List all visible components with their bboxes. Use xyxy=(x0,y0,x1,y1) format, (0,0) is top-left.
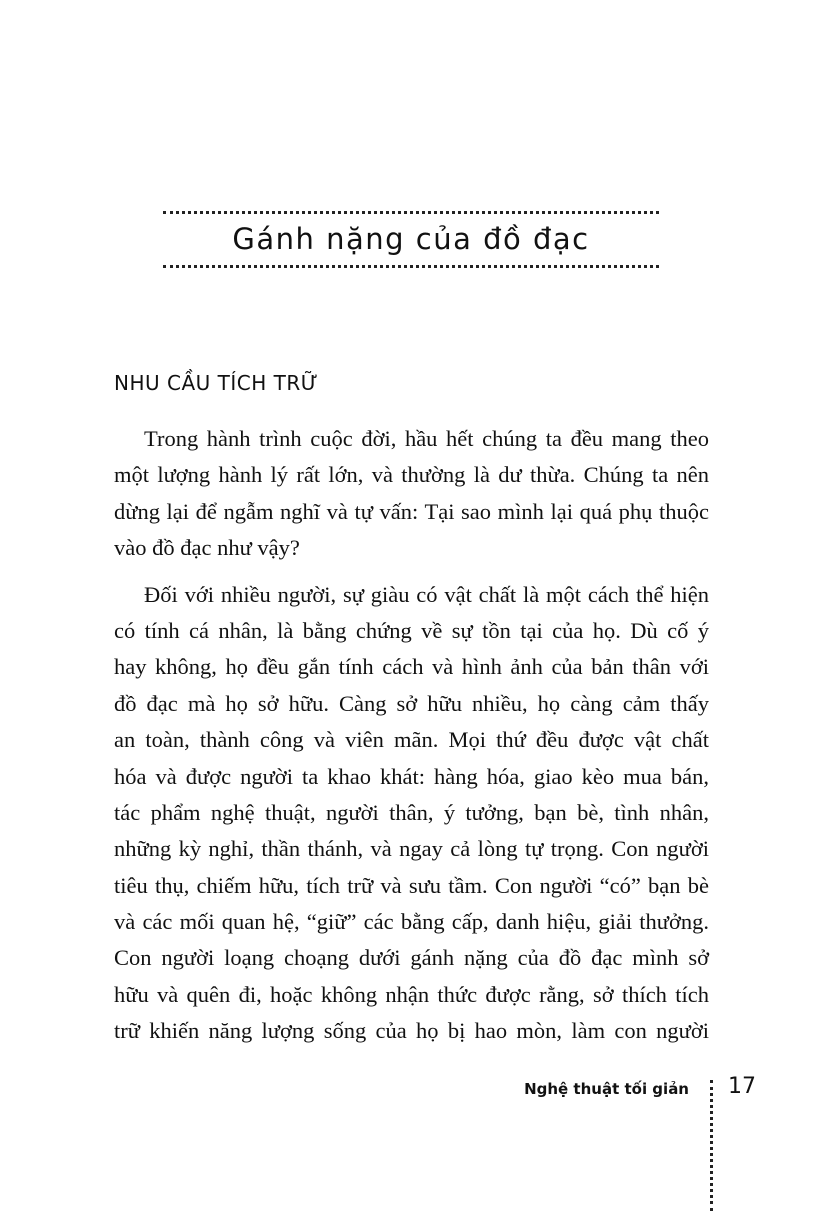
text-line: Đối với nhiều người, sự giàu có vật chất là một cách thể hiện xyxy=(144,581,709,607)
text-line: hữu và quên đi, hoặc không nhận thức được rằng, sở thích tích xyxy=(114,981,709,1007)
chapter-title: Gánh nặng của đồ đạc xyxy=(232,222,590,256)
running-footer-title: Nghệ thuật tối giản xyxy=(524,1080,689,1098)
text-line: hóa và được người ta khao khát: hàng hóa, giao kèo mua bán, xyxy=(114,763,709,789)
text-line: đồ đạc mà họ sở hữu. Càng sở hữu nhiều, họ càng cảm thấy xyxy=(114,690,709,716)
body-text xyxy=(114,421,709,1050)
text-line: trữ khiến năng lượng sống của họ bị hao mòn, làm con người xyxy=(114,1018,709,1044)
paragraph xyxy=(114,421,709,567)
text-line: có tính cá nhân, là bằng chứng về sự tồn tại của họ. Dù cố ý xyxy=(114,617,709,643)
footer-divider xyxy=(710,1080,713,1211)
page-number: 17 xyxy=(728,1074,756,1099)
text-line: Con người loạng choạng dưới gánh nặng của đồ đạc mình sở xyxy=(114,945,709,971)
text-line: Trong hành trình cuộc đời, hầu hết chúng ta đều mang theo xyxy=(144,426,709,451)
text-line: một lượng hành lý rất lớn, và thường là dư thừa. Chúng ta nên xyxy=(114,462,709,488)
title-top-divider xyxy=(163,211,659,214)
text-line: và các mối quan hệ, “giữ” các bằng cấp, danh hiệu, giải thưởng. xyxy=(114,909,709,935)
text-line: an toàn, thành công và viên mãn. Mọi thứ đều được vật chất xyxy=(114,727,709,753)
text-line: dừng lại để ngẫm nghĩ và tự vấn: Tại sao mình lại quá phụ thuộc xyxy=(114,498,709,524)
paragraph xyxy=(114,577,709,1050)
text-line: hay không, họ đều gắn tính cách và hình ảnh của bản thân với xyxy=(114,654,709,680)
text-line: những kỳ nghỉ, thần thánh, và ngay cả lòng tự trọng. Con người xyxy=(114,836,709,862)
text-line: tiêu thụ, chiếm hữu, tích trữ và sưu tầm. Con người “có” bạn bè xyxy=(114,872,709,898)
title-bottom-divider xyxy=(163,265,659,268)
section-heading: NHU CẦU TÍCH TRỮ xyxy=(114,371,319,395)
paragraph-gap xyxy=(114,567,709,577)
text-line: vào đồ đạc như vậy? xyxy=(114,535,300,561)
text-line: tác phẩm nghệ thuật, người thân, ý tưởng, bạn bè, tình nhân, xyxy=(114,799,709,825)
